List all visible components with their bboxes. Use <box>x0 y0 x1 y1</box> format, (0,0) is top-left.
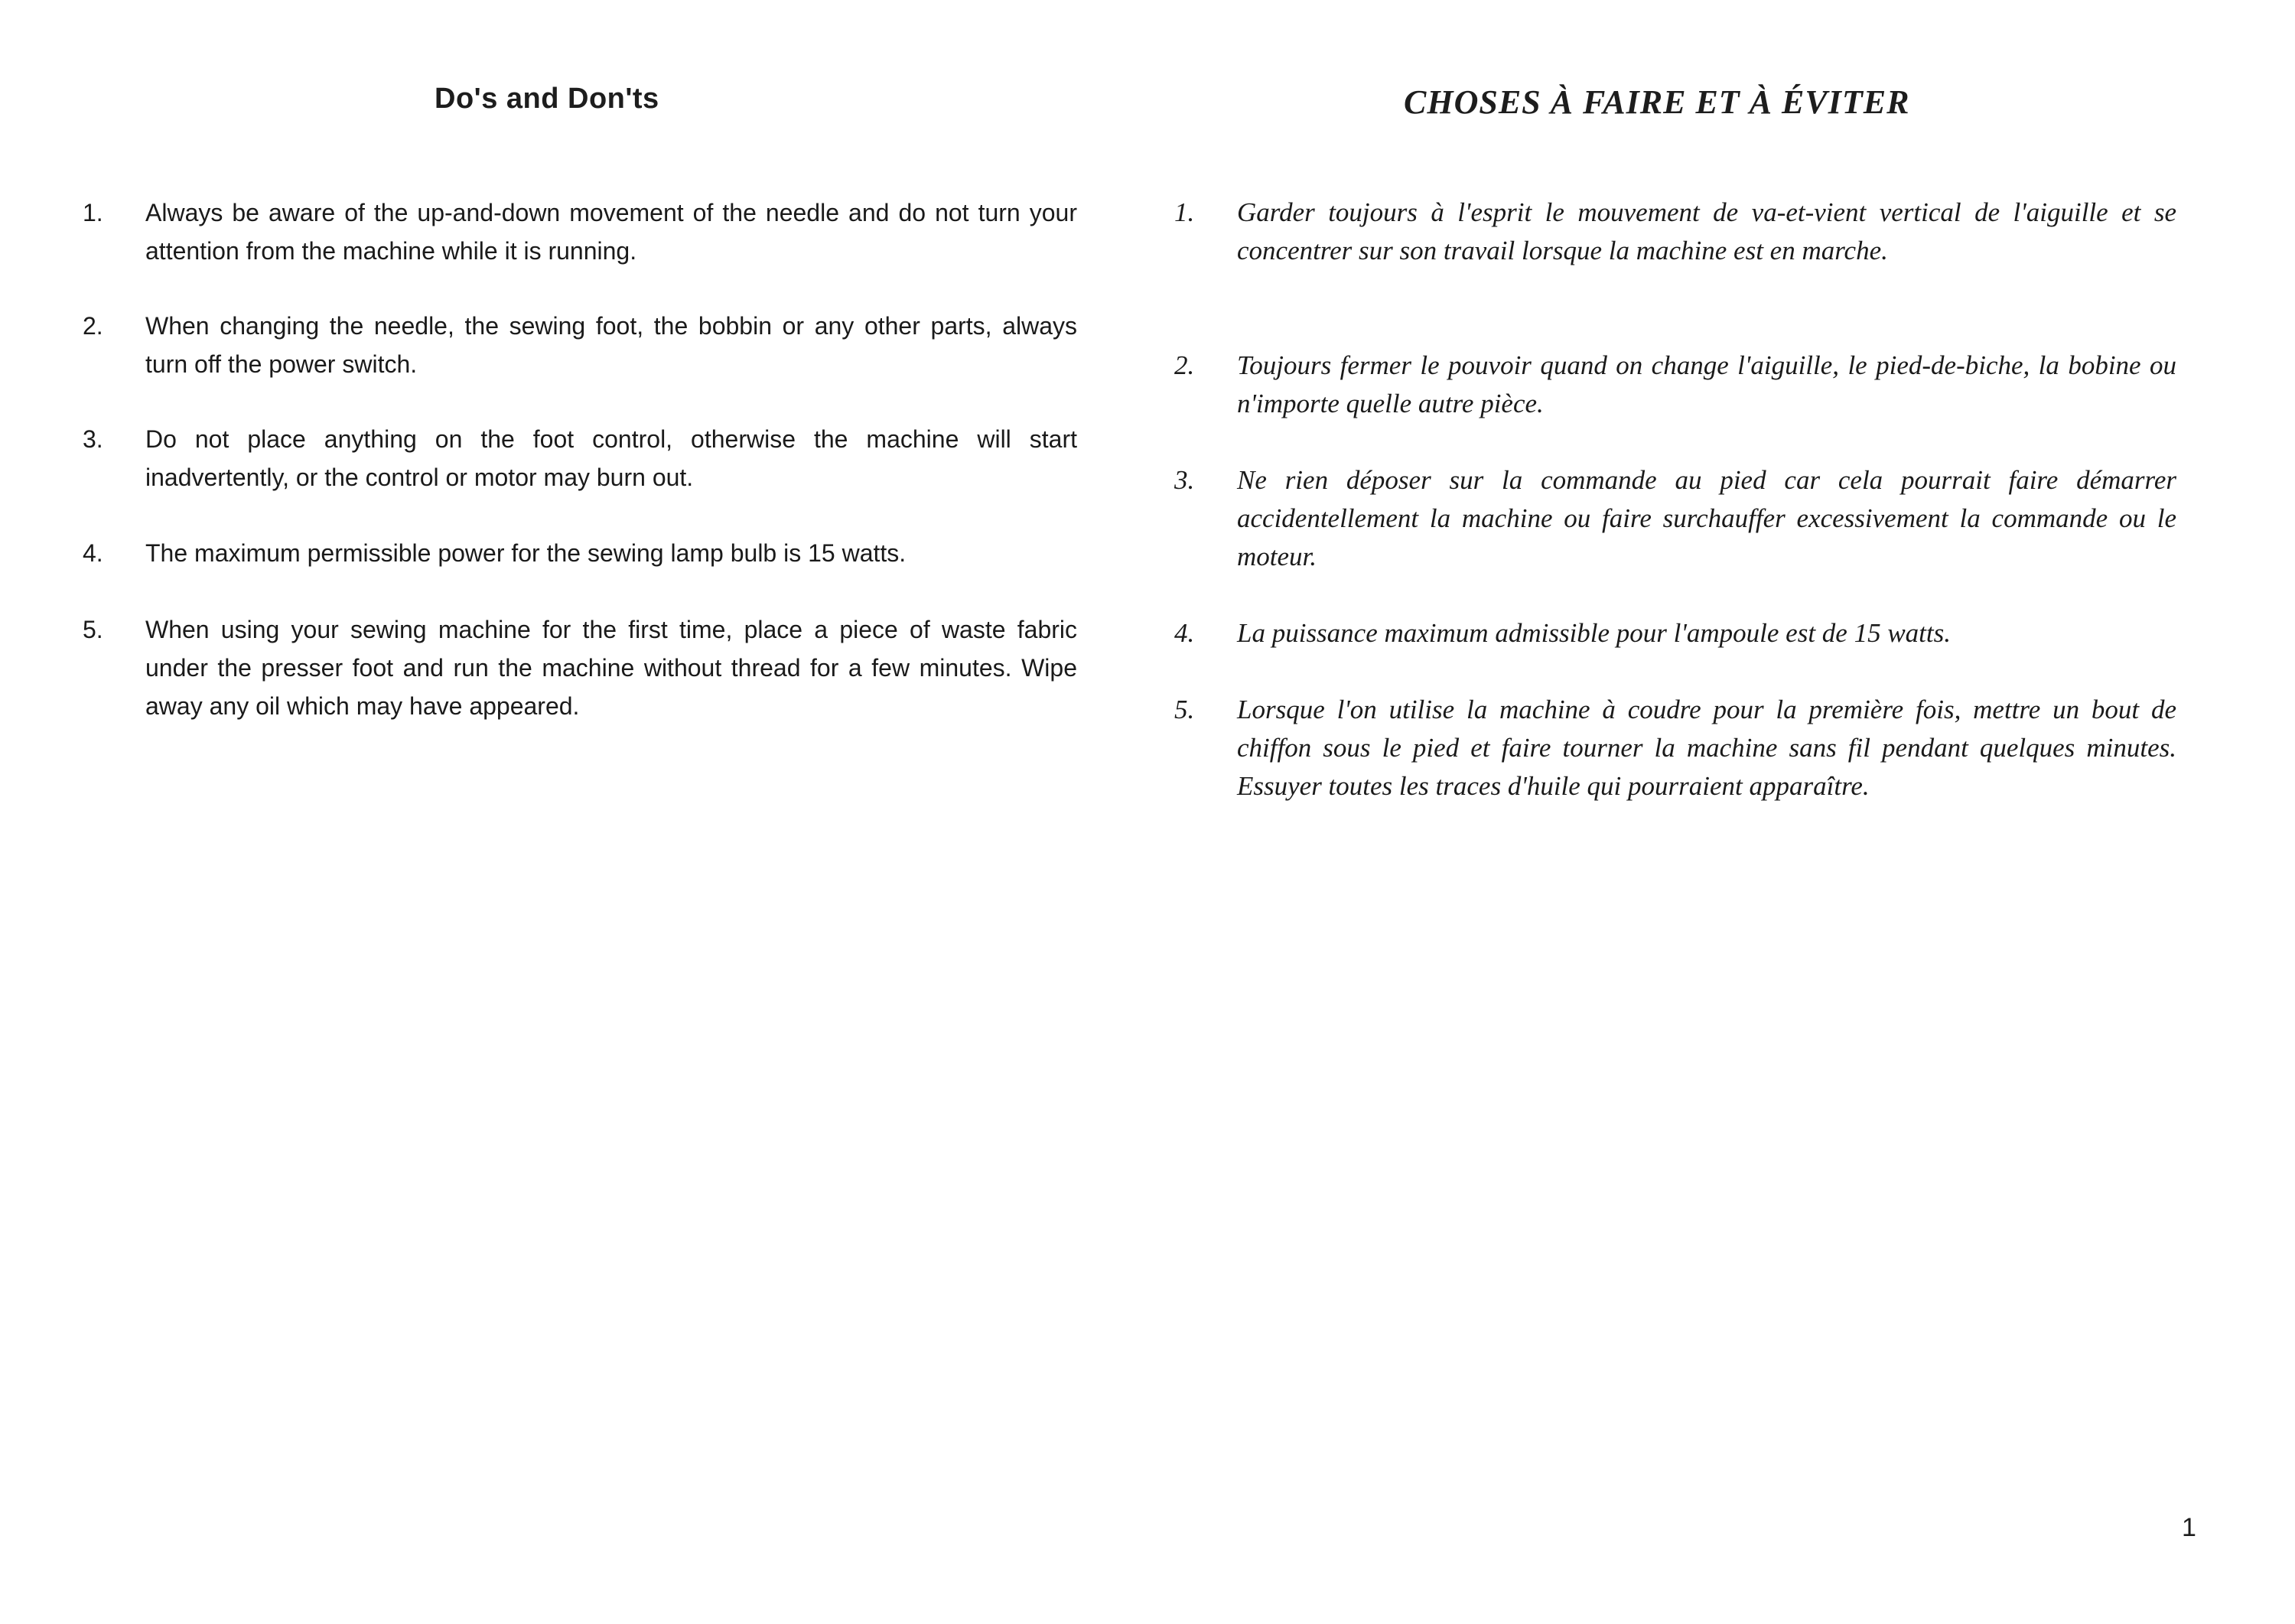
french-item-2 <box>1174 347 2176 423</box>
french-item-5-text: Lorsque l'on utilise la machine à coudre pour la première fois, mettre un bout de chiffon sous le pied et faire tourner la machine sans fil pendant quelques minutes. Essuyer toutes les traces d'huile qui pourraient apparaître. <box>1237 695 2176 801</box>
french-item-5-number: 5. <box>1174 695 1195 724</box>
english-item-3-text: Do not place anything on the foot control, otherwise the machine will start inadvertently, or the control or motor may burn out. <box>145 425 1077 491</box>
english-item-1-number: 1. <box>83 199 103 226</box>
french-item-3 <box>1174 461 2176 576</box>
english-item-5-text: When using your sewing machine for the first time, place a piece of waste fabric under the presser foot and run the machine without thread for a few minutes. Wipe away any oil which may have appeared. <box>145 616 1077 720</box>
english-item-3-number: 3. <box>83 425 103 453</box>
french-item-1-number: 1. <box>1174 197 1195 227</box>
english-item-4-number: 4. <box>83 539 103 567</box>
english-item-1 <box>83 194 1077 270</box>
english-item-2-text: When changing the needle, the sewing foot, the bobbin or any other parts, always turn off the power switch. <box>145 312 1077 378</box>
french-item-3-text: Ne rien déposer sur la commande au pied car cela pourrait faire démarrer accidentellement la machine ou faire surchauffer excessivement la commande ou le moteur. <box>1237 465 2176 571</box>
page-number: 1 <box>2182 1513 2196 1542</box>
french-item-5 <box>1174 691 2176 805</box>
french-item-2-number: 2. <box>1174 350 1195 380</box>
english-item-2 <box>83 307 1077 383</box>
english-item-4 <box>83 534 1077 572</box>
english-section <box>83 83 1077 720</box>
french-item-2-text: Toujours fermer le pouvoir quand on change l'aiguille, le pied-de-biche, la bobine ou n'importe quelle autre pièce. <box>1237 350 2176 418</box>
english-item-3 <box>83 420 1077 496</box>
french-item-4-text: La puissance maximum admissible pour l'ampoule est de 15 watts. <box>1237 618 1952 648</box>
french-title: CHOSES À FAIRE ET À ÉVITER <box>1404 83 1910 121</box>
english-title: Do's and Don'ts <box>435 83 659 115</box>
french-item-1 <box>1174 194 2176 270</box>
english-item-5 <box>83 610 1077 725</box>
french-item-4-number: 4. <box>1174 618 1195 648</box>
french-item-1-text: Garder toujours à l'esprit le mouvement de va-et-vient vertical de l'aiguille et se concentrer sur son travail lorsque la machine est en marche. <box>1237 197 2176 265</box>
french-section <box>1174 83 2176 801</box>
english-item-1-text: Always be aware of the up-and-down movement of the needle and do not turn your attention from the machine while it is running. <box>145 199 1077 265</box>
english-item-4-text: The maximum permissible power for the sewing lamp bulb is 15 watts. <box>145 539 907 567</box>
french-item-3-number: 3. <box>1174 465 1195 495</box>
french-item-4 <box>1174 614 2176 653</box>
english-item-5-number: 5. <box>83 616 103 643</box>
english-item-2-number: 2. <box>83 312 103 340</box>
